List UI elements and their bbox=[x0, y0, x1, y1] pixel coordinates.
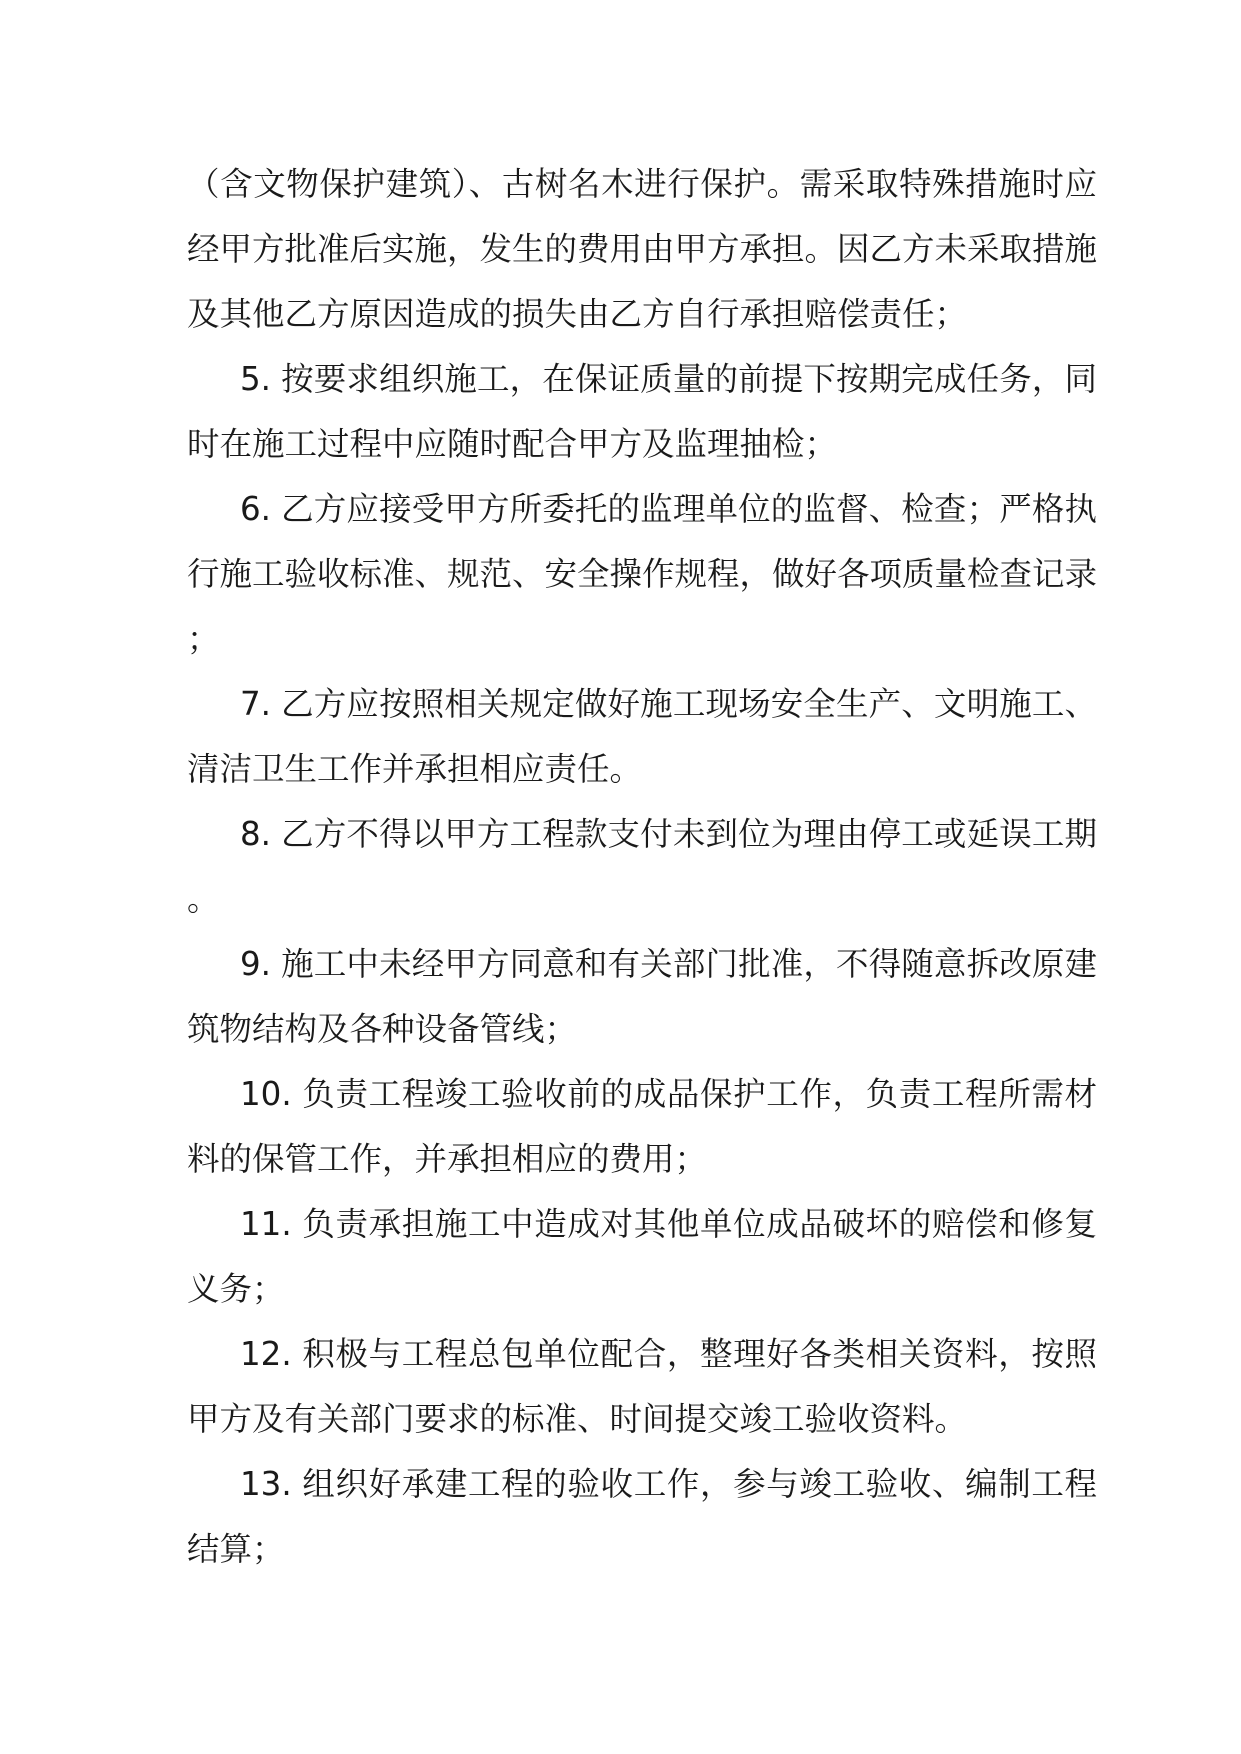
item-number: 11. bbox=[240, 1205, 292, 1243]
paragraph-item-13 bbox=[187, 1452, 1097, 1582]
paragraph-text: 施工中未经甲方同意和有关部门批准，不得随意拆改原建筑物结构及各种设备管线； bbox=[187, 945, 1097, 1048]
item-number: 7. bbox=[240, 685, 272, 723]
paragraph-item-5 bbox=[187, 347, 1097, 477]
item-number: 9. bbox=[240, 945, 272, 983]
paragraph-item-12 bbox=[187, 1322, 1097, 1452]
paragraph-text: 积极与工程总包单位配合，整理好各类相关资料，按照甲方及有关部门要求的标准、时间提交竣工验收资料。 bbox=[187, 1335, 1097, 1438]
paragraph-item-8 bbox=[187, 802, 1097, 932]
item-number: 5. bbox=[240, 360, 272, 398]
paragraph-text: 负责承担施工中造成对其他单位成品破坏的赔偿和修复义务； bbox=[187, 1205, 1097, 1308]
paragraph-continued bbox=[187, 152, 1097, 347]
paragraph-text: 按要求组织施工，在保证质量的前提下按期完成任务，同时在施工过程中应随时配合甲方及监理抽检； bbox=[187, 360, 1097, 463]
item-number: 10. bbox=[240, 1075, 292, 1113]
document-body bbox=[187, 152, 1097, 1582]
paragraph-item-11 bbox=[187, 1192, 1097, 1322]
paragraph-text: 乙方应按照相关规定做好施工现场安全生产、文明施工、清洁卫生工作并承担相应责任。 bbox=[187, 685, 1097, 788]
paragraph-item-7 bbox=[187, 672, 1097, 802]
item-number: 12. bbox=[240, 1335, 292, 1373]
paragraph-text: 乙方不得以甲方工程款支付未到位为理由停工或延误工期。 bbox=[187, 815, 1097, 918]
paragraph-text: 组织好承建工程的验收工作，参与竣工验收、编制工程结算； bbox=[187, 1465, 1097, 1568]
paragraph-text: 负责工程竣工验收前的成品保护工作，负责工程所需材料的保管工作，并承担相应的费用； bbox=[187, 1075, 1097, 1178]
paragraph-text: 乙方应接受甲方所委托的监理单位的监督、检查；严格执行施工验收标准、规范、安全操作规程，做好各项质量检查记录； bbox=[187, 490, 1098, 658]
paragraph-item-10 bbox=[187, 1062, 1097, 1192]
item-number: 13. bbox=[240, 1465, 292, 1503]
paragraph-item-9 bbox=[187, 932, 1097, 1062]
paragraph-item-6 bbox=[187, 477, 1097, 672]
item-number: 8. bbox=[240, 815, 272, 853]
item-number: 6. bbox=[240, 490, 272, 528]
paragraph-text: （含文物保护建筑）、古树名木进行保护。需采取特殊措施时应经甲方批准后实施，发生的费用由甲方承担。因乙方未采取措施及其他乙方原因造成的损失由乙方自行承担赔偿责任； bbox=[187, 165, 1098, 333]
